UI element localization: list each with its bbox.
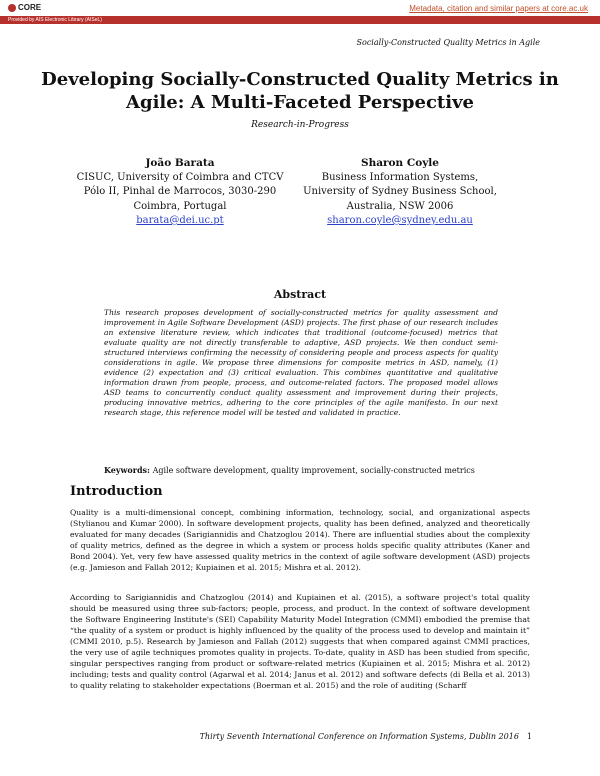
paper-title: Developing Socially-Constructed Quality Metrics in Agile: A Multi-Faceted Perspective — [41, 69, 559, 113]
author-name: Sharon Coyle — [361, 157, 439, 169]
keywords — [104, 465, 524, 475]
page-footer — [200, 732, 532, 741]
footer-conference: Thirty Seventh International Conference on Information Systems, Dublin 2016 — [199, 732, 519, 741]
paragraph-1: Quality is a multi-dimensional concept, combining information, technology, social, and organizational aspects (Stylianou and Kumar 2000). In software development projects, quality has been defined, analyzed and theoretically evaluated for many decades (Sarigiannidis and Chatzoglou 2014). There are influential studies about the complexity of quality metrics, defined as the degree in which a system or process holds specific quality attributes (Kaner and Bond 2004). Yet, very few have assessed quality metrics in the context of agile software development (ASD) projects (e.g. Jamieson and Fallah 2012; Kupiainen et al. 2015; Mishra et al. 2012). — [70, 508, 530, 572]
running-head: Socially-Constructed Quality Metrics in Agile — [356, 38, 540, 47]
keywords-text: Agile software development, quality improvement, socially-constructed metrics — [152, 466, 475, 475]
paragraph-2: According to Sarigiannidis and Chatzoglou (2014) and Kupiainen et al. (2015), a software project's total quality should be measured using three sub-factors; people, process, and product. In the context of software development the Software Engineering Institute's (SEI) Capability Maturity Model Integration (CMMI) embodied the premise that “the quality of a system or product is highly influenced by the quality of the process used to develop and maintain it” (CMMI 2010, p.5). Research by Jamieson and Fallah (2012) suggests that when compared against CMMI practices, the very use of agile techniques promotes quality in projects. To-date, quality in ASD has been studied from specific, singular perspectives ranging from product or software-related metrics (Kupiainen et al. 2015; Mishra et al. 2012) including; tests and quality control (Agarwal et al. 2014; Janus et al. 2012) and software defects (di Bella et al. 2013) to quality relating to stakeholder expectations (Boerman et al. 2015) and the role of auditing (Scharff — [70, 593, 530, 690]
core-logo-icon — [8, 4, 16, 12]
author-name: João Barata — [145, 157, 215, 169]
abstract-text: This research proposes development of socially-constructed metrics for quality assessment and improvement in Agile Software Development (ASD) projects. The first phase of our research includes an extensive literature review, which indicates that traditional (outcome-focused) metrics that evaluate quality are not directly transferable to adaptive, ASD projects. We then conduct semi-structured interviews confirming the necessity of considering people and process aspects for quality considerations in agile. We propose three dimensions for composite metrics in ASD, namely, (1) evidence (2) expectation and (3) critical evaluation. This combines quantitative and qualitative information drawn from people, process, and outcome-related factors. The proposed model allows ASD teams to concurrently conduct quality assessment and improvement during their projects, producing innovative metrics, adhering to the core principles of the agile manifesto. In our next research stage, this reference model will be tested and validated in practice. — [104, 308, 498, 417]
abstract-heading: Abstract — [273, 288, 327, 301]
author-email[interactable]: barata@dei.uc.pt — [136, 215, 224, 226]
author-2 — [300, 156, 500, 229]
author-email[interactable]: sharon.coyle@sydney.edu.au — [327, 215, 473, 226]
core-logo-text: CORE — [18, 3, 42, 12]
core-logo[interactable] — [8, 3, 41, 12]
section-heading-introduction: Introduction — [70, 484, 163, 499]
provided-by-bar — [0, 16, 600, 24]
core-header-bar — [0, 0, 600, 16]
provided-by-text[interactable]: Provided by AIS Electronic Library (AISeL) — [8, 17, 102, 23]
page-number: 1 — [526, 732, 532, 741]
author-address: Pólo II, Pinhal de Marrocos, 3030-290 Coimbra, Portugal — [83, 186, 277, 212]
author-affiliation: CISUC, University of Coimbra and CTCV — [76, 171, 284, 183]
keywords-label: Keywords: — [104, 465, 151, 475]
author-affiliation: Business Information Systems, University of Sydney Business School, Australia, NSW 2006 — [303, 171, 497, 212]
author-1 — [70, 156, 290, 229]
paper-subtitle: Research-in-Progress — [251, 120, 349, 130]
core-metadata-link[interactable]: Metadata, citation and similar papers at core.ac.uk — [409, 4, 588, 13]
